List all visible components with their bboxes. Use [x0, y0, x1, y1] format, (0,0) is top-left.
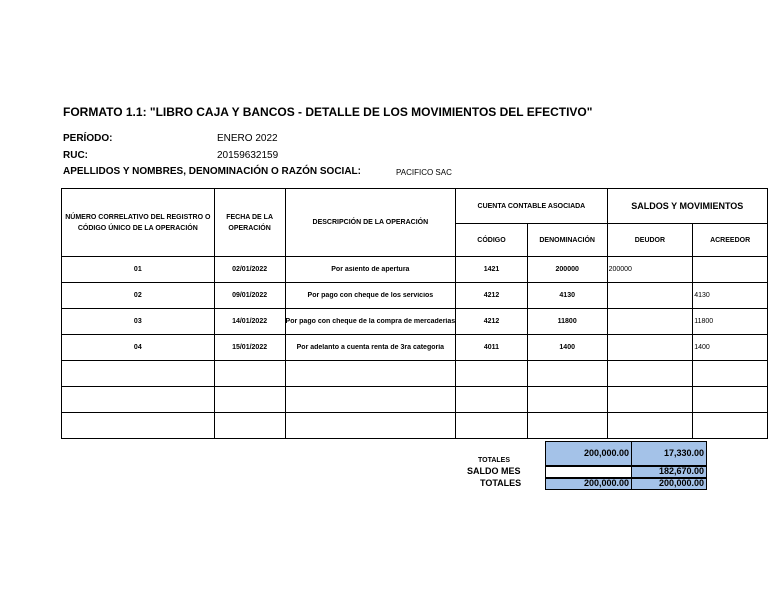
empty-cell — [607, 361, 693, 387]
row-acreedor — [693, 257, 768, 283]
acreedor-total: 17,330.00 — [663, 448, 704, 458]
row-descripcion-text: Por pago con cheque de la compra de mercaderías — [285, 318, 456, 325]
document-title: FORMATO 1.1: "LIBRO CAJA Y BANCOS - DETALLE DE LOS MOVIMIENTOS DEL EFECTIVO" — [63, 105, 593, 119]
totales-final-label: TOTALES — [480, 478, 522, 488]
table-row — [62, 335, 768, 361]
row-denominacion: 200000 — [527, 257, 607, 283]
empty-cell — [527, 387, 607, 413]
table-row — [62, 309, 768, 335]
saldo-mes-label: SALDO MES — [467, 466, 521, 476]
empty-row — [62, 361, 768, 387]
row-denominacion: 11800 — [527, 309, 607, 335]
row-fecha: 09/01/2022 — [214, 283, 285, 309]
row-fecha: 02/01/2022 — [214, 257, 285, 283]
row-fecha: 15/01/2022 — [214, 335, 285, 361]
row-acreedor: 11800 — [693, 309, 768, 335]
empty-cell — [285, 361, 456, 387]
empty-cell — [214, 413, 285, 439]
row-codigo: 1421 — [456, 257, 528, 283]
ruc-value: 20159632159 — [217, 150, 279, 161]
row-descripcion — [285, 335, 456, 361]
row-numero: 01 — [62, 257, 215, 283]
periodo-label: PERÍODO: — [63, 133, 113, 144]
row-deudor — [607, 335, 693, 361]
acreedor-final: 200,000.00 — [658, 478, 704, 488]
empty-cell — [607, 413, 693, 439]
empty-cell — [62, 387, 215, 413]
header-fecha: FECHA DE LA OPERACIÓN — [214, 189, 285, 257]
periodo-value: ENERO 2022 — [217, 133, 278, 144]
row-deudor: 200000 — [607, 257, 693, 283]
row-numero: 02 — [62, 283, 215, 309]
row-codigo: 4212 — [456, 283, 528, 309]
row-denominacion: 4130 — [527, 283, 607, 309]
ruc-label: RUC: — [63, 150, 88, 161]
razon-social-label: APELLIDOS Y NOMBRES, DENOMINACIÓN O RAZÓN SOCIAL: — [63, 166, 361, 177]
totales-label: TOTALES — [478, 457, 511, 464]
header-saldos: SALDOS Y MOVIMIENTOS — [607, 189, 767, 224]
row-numero: 04 — [62, 335, 215, 361]
header-denominacion: DENOMINACIÓN — [527, 224, 607, 257]
row-acreedor: 4130 — [693, 283, 768, 309]
empty-cell — [607, 387, 693, 413]
header-acreedor: ACREEDOR — [693, 224, 768, 257]
empty-cell — [214, 361, 285, 387]
empty-row — [62, 413, 768, 439]
deudor-total: 200,000.00 — [583, 448, 629, 458]
empty-cell — [527, 413, 607, 439]
row-codigo: 4011 — [456, 335, 528, 361]
empty-row — [62, 387, 768, 413]
row-deudor — [607, 309, 693, 335]
header-deudor: DEUDOR — [607, 224, 693, 257]
table-row — [62, 257, 768, 283]
empty-cell — [527, 361, 607, 387]
empty-cell — [62, 413, 215, 439]
row-numero: 03 — [62, 309, 215, 335]
header-codigo: CÓDIGO — [456, 224, 528, 257]
empty-cell — [62, 361, 215, 387]
row-denominacion: 1400 — [527, 335, 607, 361]
row-descripcion — [285, 283, 456, 309]
row-fecha: 14/01/2022 — [214, 309, 285, 335]
empty-cell — [693, 413, 768, 439]
row-descripcion-text: Por asiento de apertura — [331, 266, 410, 273]
saldo-mes-acreedor: 182,670.00 — [658, 466, 704, 476]
empty-cell — [456, 413, 528, 439]
empty-cell — [285, 387, 456, 413]
empty-cell — [285, 413, 456, 439]
header-numero: NÚMERO CORRELATIVO DEL REGISTRO O CÓDIGO ÚNICO DE LA OPERACIÓN — [62, 189, 215, 257]
header-descripcion: DESCRIPCIÓN DE LA OPERACIÓN — [285, 189, 456, 257]
empty-cell — [693, 361, 768, 387]
empty-cell — [214, 387, 285, 413]
header-cuenta-contable: CUENTA CONTABLE ASOCIADA — [456, 189, 607, 224]
row-codigo: 4212 — [456, 309, 528, 335]
row-descripcion — [285, 309, 456, 335]
row-deudor — [607, 283, 693, 309]
ledger-table — [61, 188, 768, 439]
deudor-final: 200,000.00 — [583, 478, 629, 488]
row-descripcion — [285, 257, 456, 283]
row-descripcion-text: Por pago con cheque de los servicios — [307, 292, 434, 299]
empty-cell — [693, 387, 768, 413]
row-descripcion-text: Por adelanto a cuenta renta de 3ra categoría — [296, 344, 445, 351]
table-row — [62, 283, 768, 309]
empty-cell — [456, 387, 528, 413]
empty-cell — [456, 361, 528, 387]
row-acreedor: 1400 — [693, 335, 768, 361]
razon-social-value: PACIFICO SAC — [396, 168, 452, 177]
saldo-deudor-cell — [545, 466, 632, 478]
